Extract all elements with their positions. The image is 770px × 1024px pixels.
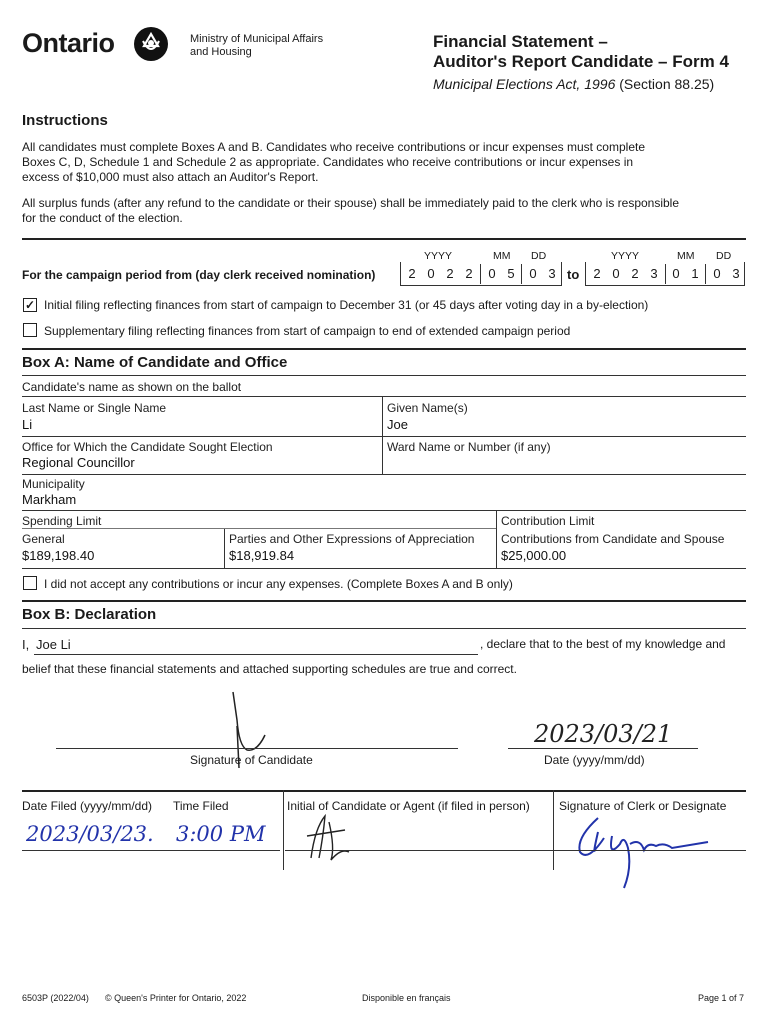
last-name-label: Last Name or Single Name: [22, 401, 167, 415]
no-contributions-checkbox[interactable]: [23, 576, 37, 590]
from-digit: 2: [465, 266, 473, 281]
date-label: Date (yyyy/mm/dd): [544, 753, 645, 767]
act-section: (Section 88.25): [619, 76, 715, 92]
to-digit: 0: [713, 266, 721, 281]
row-rule: [553, 850, 746, 851]
clerk-signature-label: Signature of Clerk or Designate: [559, 799, 727, 813]
page-number: Page 1 of 7: [698, 993, 745, 1003]
date-separator: [665, 264, 666, 284]
instructions-text: All surplus funds (after any refund to the candidate or their spouse) shall be immediately paid to the clerk who is responsible: [22, 196, 680, 210]
to-digit: 2: [593, 266, 601, 281]
date-filed-field[interactable]: 2023/03/23.: [26, 822, 154, 846]
given-name-field[interactable]: Joe: [387, 417, 408, 432]
date-separator: [480, 264, 481, 284]
section-rule: [22, 238, 746, 240]
declare-text: , declare that to the best of my knowledge and: [480, 637, 726, 651]
to-day-header: DD: [716, 250, 732, 262]
section-rule: [22, 348, 746, 350]
office-field[interactable]: Regional Councillor: [22, 455, 135, 470]
clerk-signature: [568, 808, 718, 898]
french-version-link[interactable]: Disponible en français: [362, 993, 451, 1003]
belief-text: belief that these financial statements and attached supporting schedules are true and correct.: [22, 662, 517, 676]
to-label: to: [567, 267, 580, 282]
cell-divider: [224, 528, 225, 568]
from-digit: 0: [488, 266, 496, 281]
copyright: © Queen's Printer for Ontario, 2022: [105, 993, 247, 1003]
municipality-label: Municipality: [22, 477, 85, 491]
cell-divider: [283, 790, 284, 870]
contribution-limit-label: Contribution Limit: [501, 514, 595, 528]
given-name-label: Given Name(s): [387, 401, 468, 415]
last-name-field[interactable]: Li: [22, 417, 33, 432]
instructions-text: Boxes C, D, Schedule 1 and Schedule 2 as appropriate. Candidates who receive contributions or incur expenses in: [22, 155, 634, 169]
declarant-name-field[interactable]: Joe Li: [36, 637, 71, 652]
row-rule: [22, 568, 746, 569]
no-contributions-label: I did not accept any contributions or incur any expenses. (Complete Boxes A and B only): [44, 577, 513, 591]
to-month-header: MM: [677, 250, 695, 262]
box-b-heading: Box B: Declaration: [22, 606, 157, 623]
row-rule: [22, 436, 746, 437]
form-code: 6503P (2022/04): [22, 993, 89, 1003]
section-rule: [22, 600, 746, 602]
row-rule: [22, 474, 746, 475]
from-digit: 5: [507, 266, 515, 281]
to-digit: 1: [691, 266, 699, 281]
to-digit: 2: [631, 266, 639, 281]
parties-label: Parties and Other Expressions of Appreciation: [229, 532, 475, 546]
date-separator: [521, 264, 522, 284]
time-filed-label: Time Filed: [173, 799, 229, 813]
supplementary-filing-label: Supplementary filing reflecting finances from start of campaign to end of extended campaign period: [44, 324, 571, 338]
general-label: General: [22, 532, 65, 546]
contrib-candidate-label: Contributions from Candidate and Spouse: [501, 532, 725, 546]
row-rule: [22, 628, 746, 629]
initial-filing-label: Initial filing reflecting finances from start of campaign to December 31 (or 45 days after voting day in a by-election): [44, 298, 649, 312]
row-rule: [285, 850, 553, 851]
from-digit: 2: [446, 266, 454, 281]
time-filed-field[interactable]: 3:00 PM: [176, 822, 266, 846]
spending-limit-label: Spending Limit: [22, 514, 102, 528]
signature-label: Signature of Candidate: [190, 753, 313, 767]
from-digit: 0: [427, 266, 435, 281]
ballot-note: Candidate's name as shown on the ballot: [22, 380, 242, 394]
row-rule: [22, 528, 496, 529]
ward-label: Ward Name or Number (if any): [387, 440, 551, 454]
from-day-header: DD: [531, 250, 547, 262]
date-filed-label: Date Filed (yyyy/mm/dd): [22, 799, 153, 813]
initial-label: Initial of Candidate or Agent (if filed in person): [287, 799, 530, 813]
ontario-trillium-icon: [134, 27, 168, 61]
instructions-paragraph-1: [22, 140, 742, 185]
agent-initials: [305, 808, 355, 864]
instructions-heading: Instructions: [22, 112, 108, 129]
to-digit: 3: [732, 266, 740, 281]
campaign-period-label: For the campaign period from (day clerk received nomination): [22, 268, 376, 282]
from-digit: 2: [408, 266, 416, 281]
office-label: Office for Which the Candidate Sought Election: [22, 440, 273, 454]
date-line: [508, 748, 698, 749]
row-rule: [22, 510, 746, 511]
from-digit: 0: [529, 266, 537, 281]
cell-divider: [553, 790, 554, 870]
supplementary-filing-checkbox[interactable]: [23, 323, 37, 337]
to-digit: 0: [672, 266, 680, 281]
cell-divider: [382, 436, 383, 474]
from-month-header: MM: [493, 250, 511, 262]
ministry-name: [190, 33, 323, 59]
to-year-header: YYYY: [611, 250, 640, 262]
cell-divider: [382, 396, 383, 436]
row-rule: [22, 396, 746, 397]
signature-line: [56, 748, 458, 749]
declarant-underline: [34, 654, 478, 655]
ontario-logo-text: Ontario: [22, 28, 115, 58]
row-rule: [22, 375, 746, 376]
act-reference: [433, 76, 714, 92]
form-title-line-1: Financial Statement –: [433, 32, 608, 51]
from-digit: 3: [548, 266, 556, 281]
from-year-header: YYYY: [424, 250, 453, 262]
declarant-prefix: I,: [22, 637, 30, 652]
ministry-line-2: and Housing: [190, 46, 252, 58]
instructions-text: for the conduct of the election.: [22, 211, 183, 225]
instructions-text: All candidates must complete Boxes A and B. Candidates who receive contributions or incur expenses must complete: [22, 140, 645, 154]
date-separator: [705, 264, 706, 284]
form-title: [433, 32, 729, 72]
box-a-heading: Box A: Name of Candidate and Office: [22, 354, 288, 371]
section-rule: [22, 790, 746, 792]
municipality-field[interactable]: Markham: [22, 492, 77, 507]
form-title-line-2: Auditor's Report Candidate – Form 4: [433, 52, 729, 71]
initial-filing-checkbox[interactable]: ✓: [24, 298, 36, 312]
contrib-candidate-field[interactable]: $25,000.00: [501, 548, 567, 563]
parties-limit-field[interactable]: $18,919.84: [229, 548, 295, 563]
general-limit-field[interactable]: $189,198.40: [22, 548, 95, 563]
row-rule: [22, 850, 280, 851]
cell-divider: [496, 510, 497, 568]
to-digit: 3: [650, 266, 658, 281]
to-digit: 0: [612, 266, 620, 281]
ministry-line-1: Ministry of Municipal Affairs: [190, 33, 324, 45]
declaration-date-field[interactable]: 2023/03/21: [534, 720, 673, 748]
act-name: Municipal Elections Act, 1996: [433, 76, 616, 92]
instructions-paragraph-2: [22, 196, 742, 226]
instructions-text: excess of $10,000 must also attach an Auditor's Report.: [22, 170, 319, 184]
